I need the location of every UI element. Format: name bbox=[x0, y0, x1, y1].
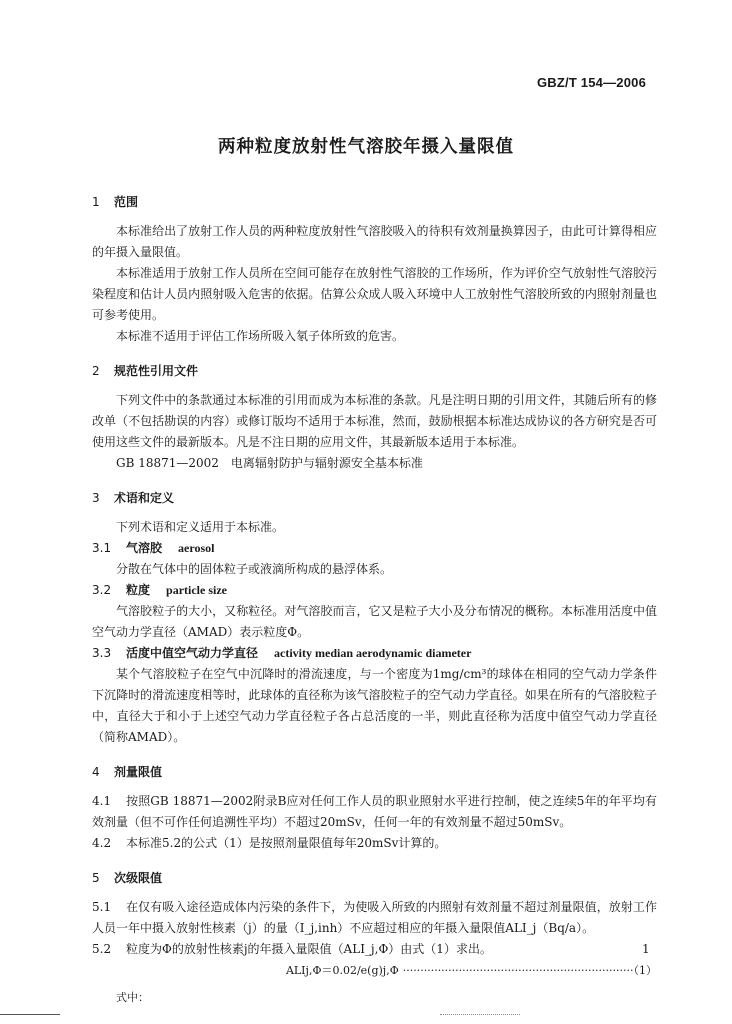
where-label: 式中： bbox=[116, 991, 149, 1004]
scan-artifact-line bbox=[0, 1014, 60, 1015]
document-body bbox=[92, 192, 657, 1008]
paragraph: 本标准适用于放射工作人员所在空间可能存在放射性气溶胶的工作场所，作为评价空气放射性气溶胶污染程度和估计人员内照射吸入危害的依据。估算公众成人吸入环境中人工放射性气溶胶所致的内照射剂量也可参考使用。 bbox=[92, 266, 657, 322]
scan-artifact-line bbox=[440, 1014, 520, 1016]
formula-leader: ·································································· bbox=[402, 964, 634, 977]
term-definition: 分散在气体中的固体粒子或液滴所构成的悬浮体系。 bbox=[116, 562, 393, 576]
section-heading-2: 2 规范性引用文件 bbox=[92, 364, 199, 378]
clause: 5.1 在仅有吸入途径造成体内污染的条件下，为使吸入所致的内照射有效剂量不超过剂量限值，放射工作人员一年中摄入放射性核素（j）的量（I_j,inh）不应超过相应的年摄入量限值ALI_j（Bq/a）。 bbox=[92, 900, 657, 935]
term-definition: 气溶胶粒子的大小，又称粒径。对气溶胶而言，它又是粒子大小及分布情况的概称。本标准用活度中值空气动力学直径（AMAD）表示粒度Φ。 bbox=[92, 604, 657, 639]
formula-expression: ALIj,Φ＝0.02/e(g)j,Φ bbox=[285, 964, 399, 977]
page-number: 1 bbox=[642, 942, 650, 956]
paragraph: 下列文件中的条款通过本标准的引用而成为本标准的条款。凡是注明日期的引用文件，其随后所有的修改单（不包括勘误的内容）或修订版均不适用于本标准，然而，鼓励根据本标准达成协议的各方研究是否可使用这些文件的最新版本。凡是不注日期的应用文件，其最新版本适用于本标准。 bbox=[92, 393, 657, 449]
document-title: 两种粒度放射性气溶胶年摄入量限值 bbox=[218, 137, 514, 157]
clause: 4.2 本标准5.2的公式（1）是按照剂量限值每年20mSv计算的。 bbox=[92, 836, 447, 850]
term-heading: 3.2 粒度 particle size bbox=[92, 583, 227, 597]
term-definition: 某个气溶胶粒子在空气中沉降时的滑流速度，与一个密度为1mg/cm³的球体在相同的空气动力学条件下沉降时的滑流速度相等时，此球体的直径称为该气溶胶粒子的空气动力学直径。如果在所有的气溶胶粒子中，直径大于和小于上述空气动力学直径粒子各占总活度的一半，则此直径称为活度中值空气动力学直径（简称AMAD）。 bbox=[92, 667, 657, 744]
paragraph: 本标准给出了放射工作人员的两种粒度放射性气溶胶吸入的待积有效剂量换算因子，由此可计算得相应的年摄入量限值。 bbox=[92, 224, 657, 259]
term-heading: 3.1 气溶胶 aerosol bbox=[92, 541, 215, 555]
paragraph: 本标准不适用于评估工作场所吸入氡子体所致的危害。 bbox=[116, 329, 405, 343]
formula bbox=[92, 960, 657, 981]
standard-number: GBZ/T 154—2006 bbox=[536, 75, 646, 90]
clause: 5.2 粒度为Φ的放射性核素j的年摄入量限值（ALI_j,Φ）由式（1）求出。 bbox=[92, 942, 492, 956]
term-heading: 3.3 活度中值空气动力学直径 activity median aerodynamic diameter bbox=[92, 646, 472, 660]
formula-number: （1） bbox=[633, 964, 657, 977]
paragraph: 下列术语和定义适用于本标准。 bbox=[116, 520, 285, 534]
clause: 4.1 按照GB 18871—2002附录B应对任何工作人员的职业照射水平进行控制，使之连续5年的年平均有效剂量（但不可作任何追溯性平均）不超过20mSv，任何一年的有效剂量不超过50mSv。 bbox=[92, 794, 657, 829]
section-heading-5: 5 次级限值 bbox=[92, 871, 163, 885]
section-heading-4: 4 剂量限值 bbox=[92, 765, 163, 779]
section-heading-3: 3 术语和定义 bbox=[92, 491, 175, 505]
section-heading-1: 1 范围 bbox=[92, 195, 139, 209]
reference-item: GB 18871—2002 电离辐射防护与辐射源安全基本标准 bbox=[116, 456, 423, 470]
